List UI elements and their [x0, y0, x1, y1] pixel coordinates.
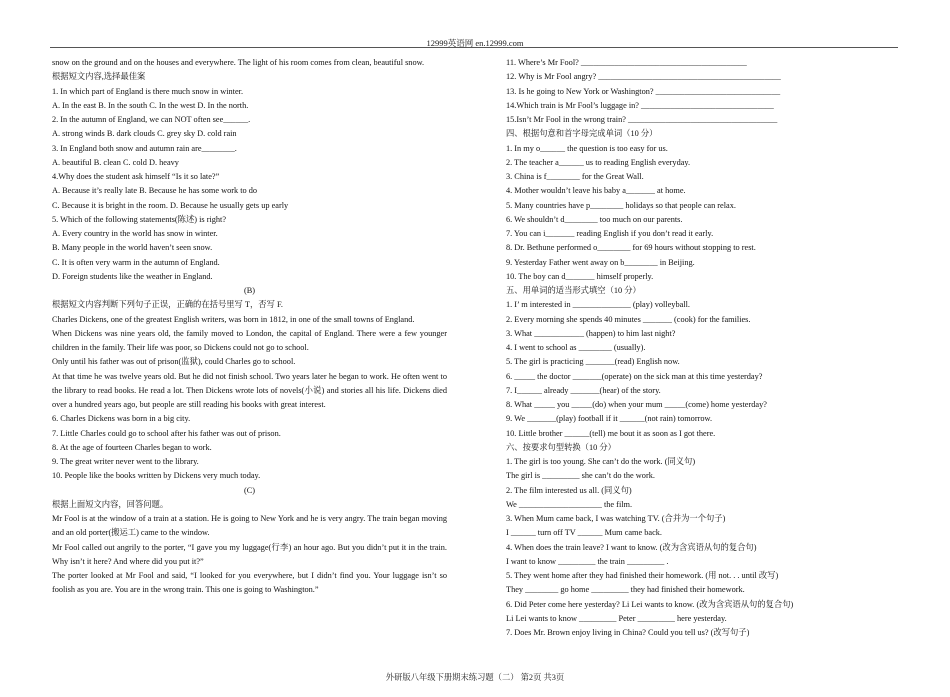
right-line: 15.Isn’t Mr Fool in the wrong train? ____________________________________: [506, 115, 778, 124]
left-column: [52, 56, 447, 598]
header-rule: [50, 47, 898, 48]
left-line: snow on the ground and on the houses and everywhere. The light of his room comes from clean, beautiful snow.: [52, 58, 425, 67]
left-line: 根据短文内容,选择最佳案: [52, 72, 146, 82]
right-line: 11. Where’s Mr Fool? ________________________________________: [506, 58, 747, 67]
left-line: 根据上面短文内容，回答问题。: [52, 499, 169, 509]
right-line: 3. When Mum came back, I was watching TV. (合并为一个句子): [506, 514, 726, 523]
left-line: B. Many people in the world haven’t seen snow.: [52, 243, 213, 253]
right-line: 2. Every morning she spends 40 minutes _______ (cook) for the families.: [506, 314, 751, 324]
left-line: 10. People like the books written by Dickens very much today.: [52, 471, 261, 481]
right-line: 1. I’ m interested in ______________ (play) volleyball.: [506, 300, 690, 310]
right-line: 5. The girl is practicing _______(read) English now.: [506, 357, 680, 367]
right-line: 8. What _____ you _____(do) when your mum _____(come) home yesterday?: [506, 400, 767, 409]
right-line: 7. Does Mr. Brown enjoy living in China? Could you tell us? (改写句子): [506, 628, 750, 637]
left-line: C. Because it is bright in the room. D. Because he usually gets up early: [52, 200, 289, 210]
right-line: 9. We _______(play) football if it ______(not rain) tomorrow.: [506, 414, 713, 424]
left-line: 6. Charles Dickens was born in a big city.: [52, 414, 191, 424]
page-header: 12999英语网 en.12999.com: [426, 38, 524, 48]
left-line: Charles Dickens, one of the greatest English writers, was born in 1812, in one of the small towns of England.: [52, 314, 415, 324]
right-line: 五、用单词的适当形式填空（10 分）: [506, 286, 641, 295]
right-line: 1. In my o______ the question is too easy for us.: [506, 143, 668, 153]
right-line: I want to know _________ the train _________ .: [506, 556, 669, 566]
right-column: [506, 56, 856, 640]
left-line: A. Because it’s really late B. Because he has some work to do: [52, 186, 258, 196]
left-line: When Dickens was nine years old, the family moved to London, the capital of England. There were a few younger children in the family. Their life was poor, so Dickens could not go to school.: [52, 328, 447, 352]
right-line: 6. We shouldn’t d________ too much on our parents.: [506, 214, 683, 224]
right-line: 12. Why is Mr Fool angry? ____________________________________________: [506, 72, 781, 82]
left-line: At that time he was twelve years old. But he did not finish school. Two years later he began to work. He often went to the library to read books. He read a lot. Then Dickens wrote lots of novels(小说) and stories all his life. Dickens died over a hundred years ago, but people are still reading his books with great interest.: [52, 371, 447, 409]
right-line: 5. Many countries have p________ holidays so that people can relax.: [506, 200, 736, 210]
right-line: 7. You can i_______ reading English if you don’t read it early.: [506, 229, 714, 238]
left-line: A. Every country in the world has snow in winter.: [52, 229, 218, 238]
left-line: 9. The great writer never went to the library.: [52, 457, 199, 466]
left-line: 1. In which part of England is there much snow in winter.: [52, 86, 244, 96]
right-line: 8. Dr. Bethune performed o________ for 69 hours without stopping to rest.: [506, 243, 756, 253]
right-line: 10. Little brother ______(tell) me bout it as soon as I got there.: [506, 428, 716, 438]
right-line: 1. The girl is too young. She can’t do the work. (同义句): [506, 457, 696, 466]
left-line: A. strong winds B. dark clouds C. grey sky D. cold rain: [52, 129, 237, 139]
right-line: 4. I went to school as ________ (usually).: [506, 343, 646, 352]
right-line: 7. I______ already _______(hear) of the story.: [506, 385, 661, 395]
right-line: 3. China is f________ for the Great Wall.: [506, 172, 644, 181]
right-line: 3. What ____________ (happen) to him last night?: [506, 328, 676, 338]
left-line: 4.Why does the student ask himself “Is it so late?”: [52, 172, 220, 181]
right-line: 六、按要求句型转换（10 分）: [506, 442, 616, 452]
left-line: Mr Fool called out angrily to the porter, “I gave you my luggage(行李) an hour ago. But you didn’t put it in the train. Why isn’t it here? And where did you put it?”: [52, 542, 447, 566]
left-line: 3. In England both snow and autumn rain are________.: [52, 143, 237, 153]
left-line: A. beautiful B. clean C. cold D. heavy: [52, 157, 179, 167]
left-line: 5. Which of the following statements(陈述) is right?: [52, 214, 227, 224]
left-line: (B): [243, 286, 256, 295]
right-line: 2. The teacher a______ us to reading English everyday.: [506, 157, 691, 167]
right-line: 4. When does the train leave? I want to know. (改为含宾语从句的复合句): [506, 542, 757, 552]
right-line: I ______ turn off TV ______ Mum came back.: [506, 528, 663, 538]
left-line: 2. In the autumn of England, we can NOT often see______.: [52, 115, 251, 124]
right-line: 9. Yesterday Father went away on b________ in Beijing.: [506, 257, 695, 267]
right-line: 四、根据句意和首字母完成单词（10 分）: [506, 129, 658, 139]
right-line: They ________ go home _________ they had finished their homework.: [506, 585, 745, 595]
left-line: 8. At the age of fourteen Charles began to work.: [52, 442, 212, 452]
right-line: The girl is _________ she can’t do the work.: [506, 471, 655, 481]
left-line: Only until his father was out of prison(监狱), could Charles go to school.: [52, 357, 296, 367]
right-line: 4. Mother wouldn’t leave his baby a_______ at home.: [506, 186, 686, 196]
left-line: Mr Fool is at the window of a train at a station. He is going to New York and he is very angry. The train began moving and an old porter(搬运工) came to the window.: [52, 514, 447, 538]
left-line: C. It is often very warm in the autumn of England.: [52, 257, 220, 267]
right-line: 5. They went home after they had finished their homework. (用 not. . . until 改写): [506, 571, 779, 580]
right-line: 10. The boy can d_______ himself properly.: [506, 271, 654, 281]
left-line: D. Foreign students like the weather in England.: [52, 271, 213, 281]
right-line: Li Lei wants to know _________ Peter _________ here yesterday.: [506, 613, 727, 623]
right-line: 13. Is he going to New York or Washington? ______________________________: [506, 86, 781, 96]
page-footer: 外研版八年级下册期末练习题（二） 第2页 共3页: [385, 673, 565, 682]
left-line: The porter looked at Mr Fool and said, “I looked for you everywhere, but I didn’t find you. Your luggage isn’t so foolish as you are. You are in the wrong train. This one is going to Washington.”: [52, 571, 447, 595]
left-line: (C): [243, 485, 256, 495]
right-line: 6. _____ the doctor _______(operate) on the sick man at this time yesterday?: [506, 371, 763, 381]
left-line: 7. Little Charles could go to school after his father was out of prison.: [52, 428, 281, 438]
left-line: A. In the east B. In the south C. In the west D. In the north.: [52, 100, 249, 110]
right-line: We ____________________ the film.: [506, 499, 633, 509]
right-line: 2. The film interested us all. (同义句): [506, 485, 632, 495]
right-line: 6. Did Peter come here yesterday? Li Lei wants to know. (改为含宾语从句的复合句): [506, 599, 794, 609]
right-line: 14.Which train is Mr Fool’s luggage in? ________________________________: [506, 100, 774, 110]
left-line: 根据短文内容判断下列句子正误，正确的在括号里写 T，否写 F.: [52, 300, 283, 310]
